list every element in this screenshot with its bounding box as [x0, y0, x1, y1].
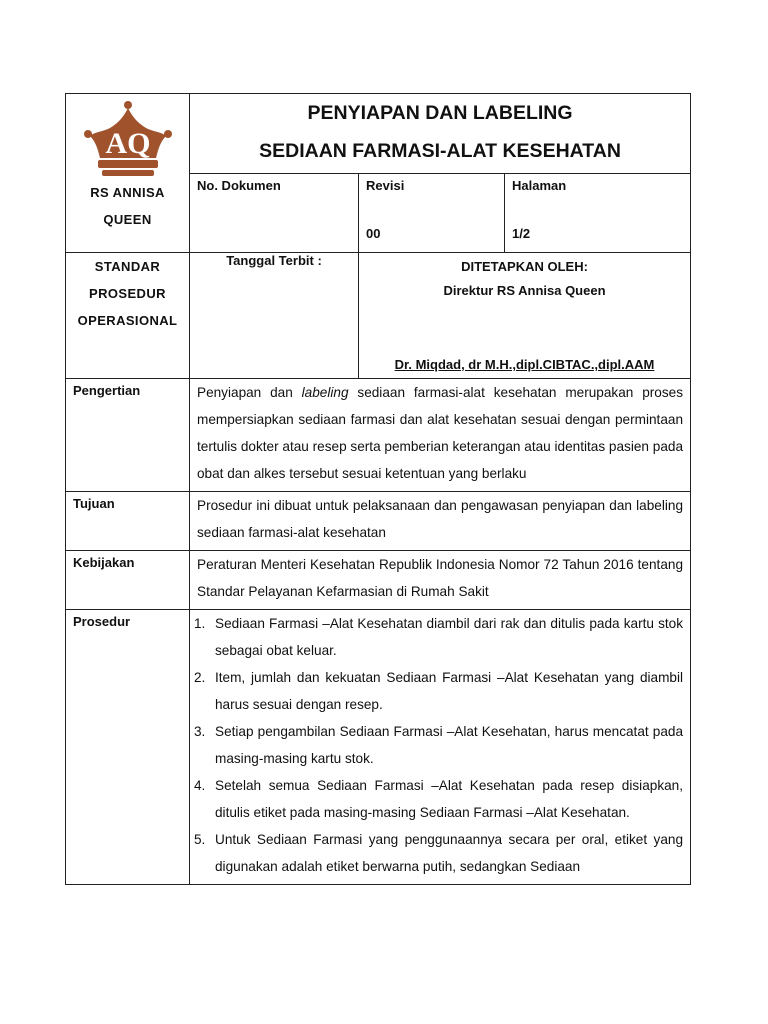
kebijakan-label: Kebijakan: [66, 551, 190, 610]
revisi-cell: Revisi 00: [359, 174, 505, 253]
list-item: 4. Setelah semua Sediaan Farmasi –Alat Kesehatan pada resep disiapkan, ditulis etiket pada masing-masing Sediaan Farmasi –Alat Kesehatan.: [194, 778, 684, 820]
prosedur-label: Prosedur: [66, 610, 190, 885]
pengertian-text: Penyiapan dan labeling sediaan farmasi-alat kesehatan merupakan proses mempersiapkan sediaan farmasi dan alat kesehatan sesuai dengan permintaan tertulis dokter atau resep serta pemberian keterangan atau identitas pasien pada obat dan alkes tersebut sesuai ketentuan yang berlaku: [190, 379, 691, 492]
logo-cell: [66, 94, 190, 253]
logo-lettering: AQ: [105, 127, 150, 160]
tanggal-terbit: Tanggal Terbit :: [190, 253, 359, 379]
sop-label: STANDAR PROSEDUR OPERASIONAL: [66, 253, 190, 379]
prosedur-list: [190, 610, 691, 885]
list-item: 5. Untuk Sediaan Farmasi yang penggunaannya secara per oral, etiket yang digunakan adalah etiket berwarna putih, sedangkan Sediaan: [194, 832, 684, 874]
kebijakan-text: Peraturan Menteri Kesehatan Republik Indonesia Nomor 72 Tahun 2016 tentang Standar Pelayanan Kefarmasian di Rumah Sakit: [190, 551, 691, 610]
sop-document: [65, 93, 690, 885]
document-title: PENYIAPAN DAN LABELING SEDIAAN FARMASI-ALAT KESEHATAN: [190, 94, 691, 174]
ditetapkan-cell: DITETAPKAN OLEH: Direktur RS Annisa Queen Dr. Miqdad, dr M.H.,dipl.CIBTAC.,dipl.AAM: [359, 253, 691, 379]
list-item: 2. Item, jumlah dan kekuatan Sediaan Farmasi –Alat Kesehatan yang diambil harus sesuai dengan resep.: [194, 670, 684, 712]
list-item: 1. Sediaan Farmasi –Alat Kesehatan diambil dari rak dan ditulis pada kartu stok sebagai obat keluar.: [194, 616, 684, 658]
hospital-logo: [78, 98, 178, 182]
signatory-name: Dr. Miqdad, dr M.H.,dipl.CIBTAC.,dipl.AAM: [394, 357, 655, 372]
tujuan-label: Tujuan: [66, 492, 190, 551]
list-item: 3. Setiap pengambilan Sediaan Farmasi –Alat Kesehatan, harus mencatat pada masing-masing kartu stok.: [194, 724, 684, 766]
tujuan-text: Prosedur ini dibuat untuk pelaksanaan dan pengawasan penyiapan dan labeling sediaan farmasi-alat kesehatan: [190, 492, 691, 551]
halaman-cell: Halaman 1/2: [505, 174, 691, 253]
hospital-name: RS ANNISA QUEEN: [90, 185, 165, 227]
pengertian-label: Pengertian: [66, 379, 190, 492]
doc-number-cell: No. Dokumen: [190, 174, 359, 253]
sop-table: [65, 93, 691, 885]
